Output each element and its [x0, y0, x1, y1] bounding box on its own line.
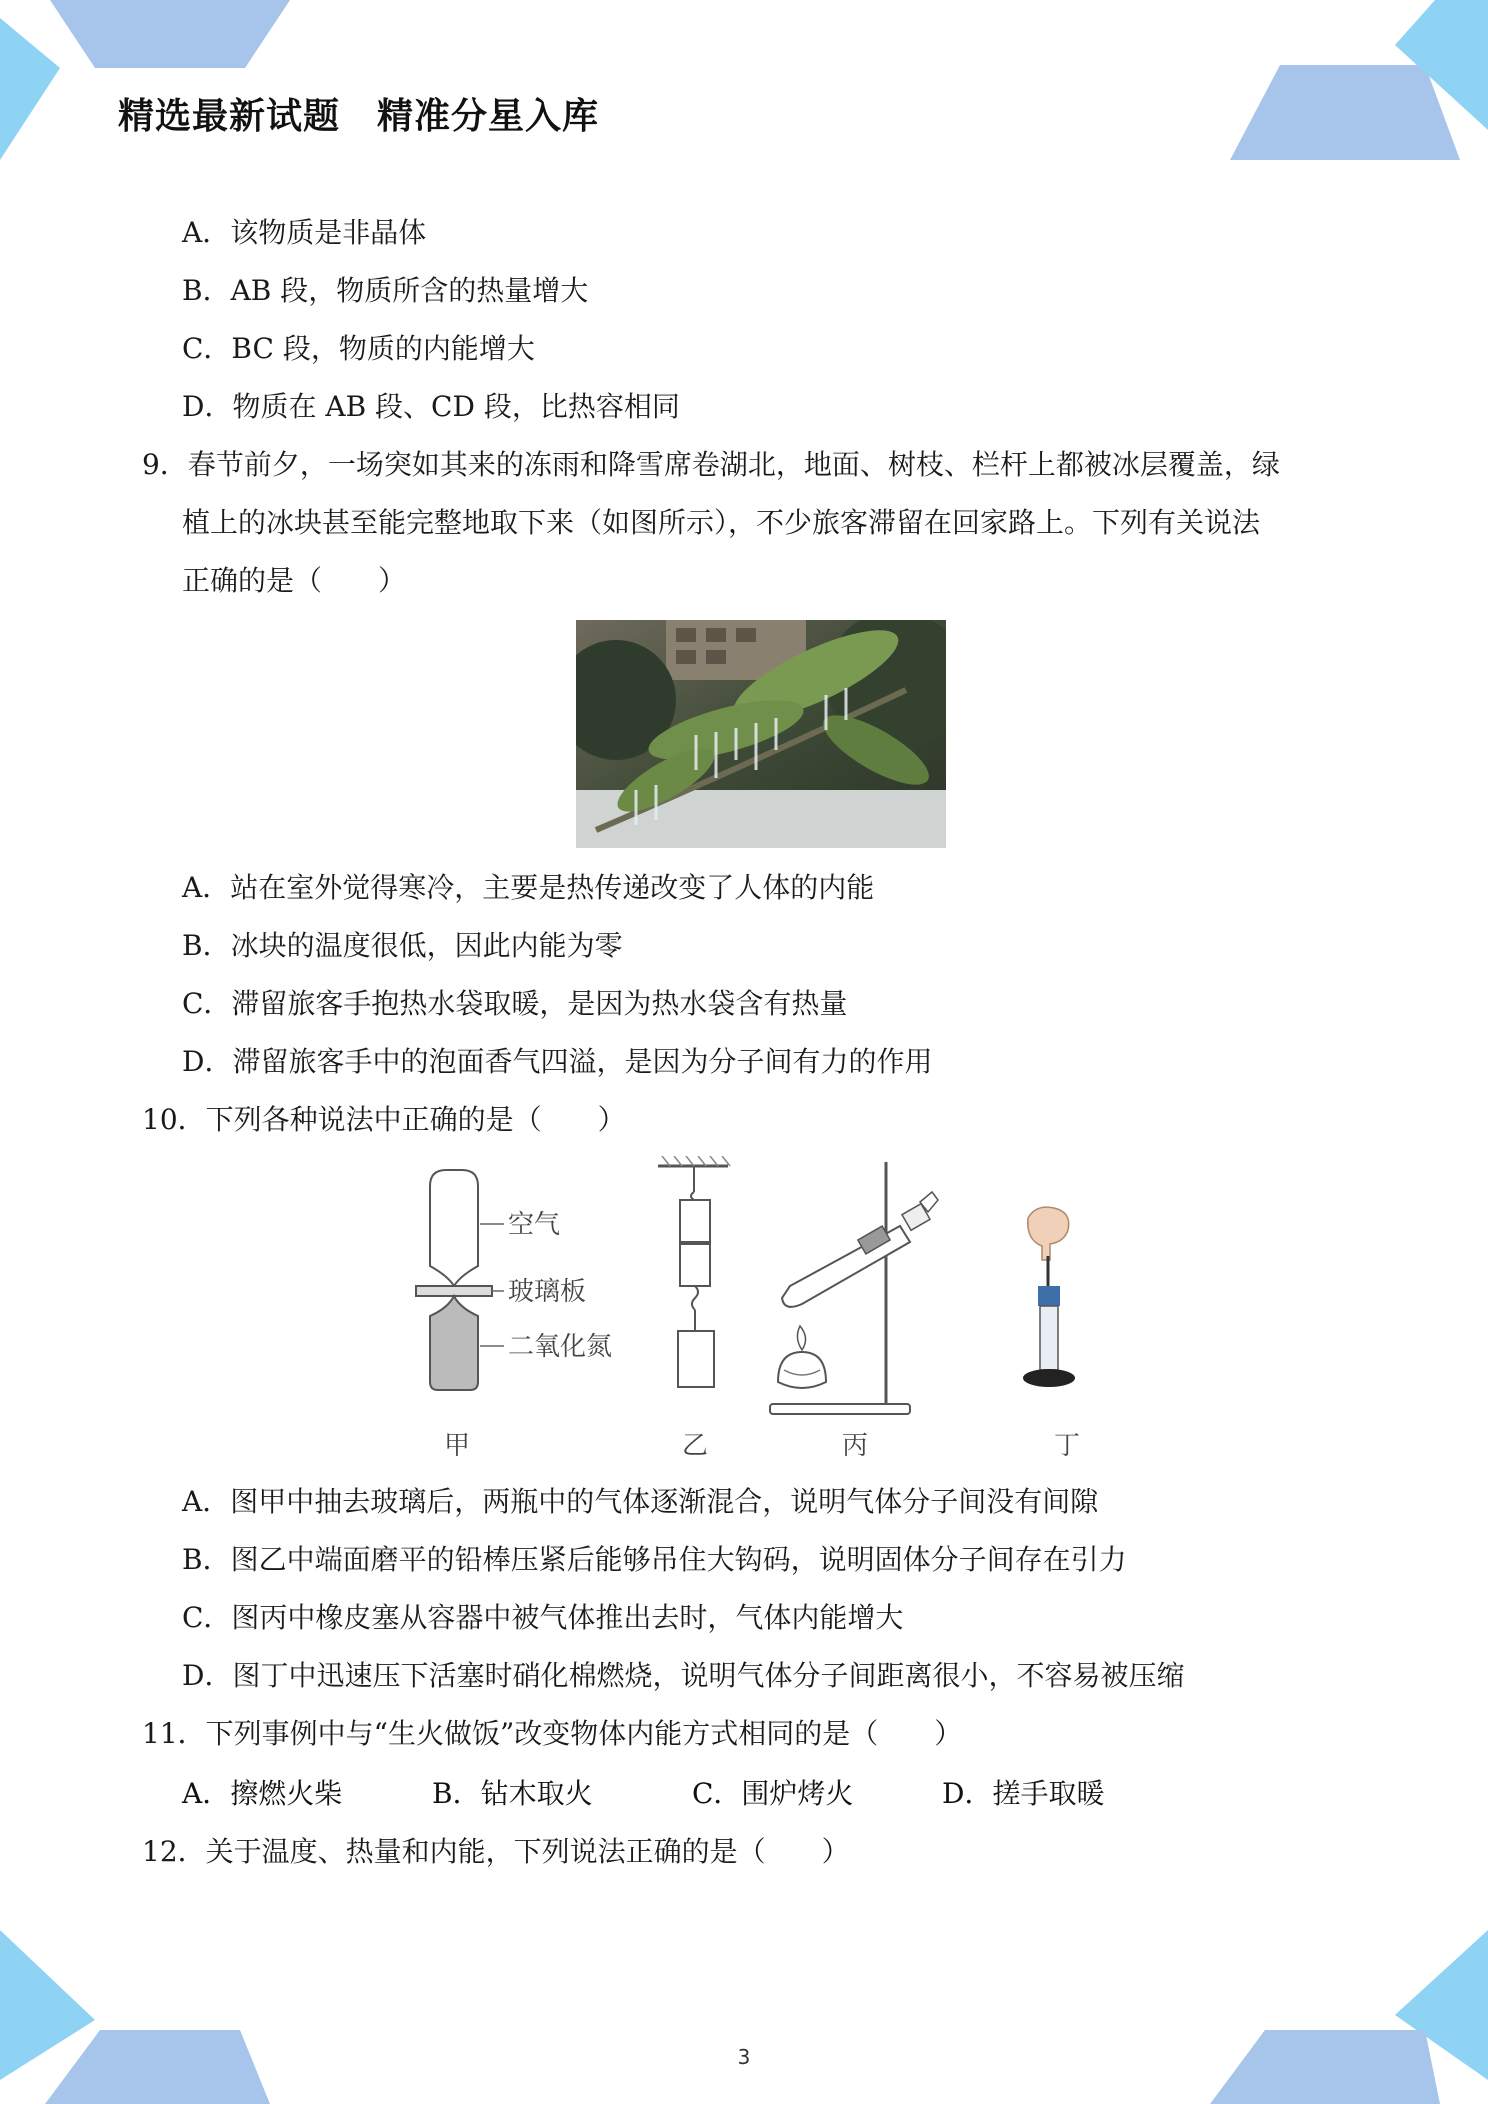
q8-option-b: B．AB 段，物质所含的热量增大 — [182, 274, 589, 307]
caption-ding: 丁 — [1054, 1431, 1081, 1461]
q9-stem-line3: 正确的是（ ） — [182, 564, 407, 597]
q12-stem: 12．关于温度、热量和内能，下列说法正确的是（ ） — [142, 1835, 850, 1868]
q9-stem-line2: 植上的冰块甚至能完整地取下来（如图所示），不少旅客滞留在回家路上。下列有关说法 — [182, 506, 1261, 539]
q9-stem-line1: 9．春节前夕，一场突如其来的冻雨和降雪席卷湖北，地面、树枝、栏杆上都被冰层覆盖，绿 — [142, 448, 1280, 481]
caption-bing: 丙 — [842, 1431, 869, 1461]
caption-jia: 甲 — [444, 1431, 471, 1461]
bottom-left-decoration — [0, 1930, 320, 2104]
q9-option-d: D．滞留旅客手中的泡面香气四溢，是因为分子间有力的作用 — [182, 1045, 933, 1078]
q9-option-c: C．滞留旅客手抱热水袋取暖，是因为热水袋含有热量 — [182, 987, 848, 1020]
q10-stem: 10．下列各种说法中正确的是（ ） — [142, 1103, 626, 1136]
label-nitrogen-dioxide: 二氧化氮 — [508, 1332, 613, 1362]
q10-option-a: A．图甲中抽去玻璃后，两瓶中的气体逐渐混合，说明气体分子间没有间隙 — [182, 1485, 1099, 1518]
label-glass-plate: 玻璃板 — [508, 1277, 587, 1307]
q10-option-b: B．图乙中端面磨平的铅棒压紧后能够吊住大钩码，说明固体分子间存在引力 — [182, 1543, 1127, 1576]
label-air: 空气 — [508, 1210, 561, 1240]
q11-option-c: C．围炉烤火 — [692, 1777, 854, 1810]
bottle-experiment — [416, 1170, 612, 1390]
q10-option-c: C．图丙中橡皮塞从容器中被气体推出去时，气体内能增大 — [182, 1601, 904, 1634]
frozen-plant-photo — [576, 620, 946, 848]
q8-option-a: A．该物质是非晶体 — [182, 216, 427, 249]
q10-experiment-figure — [400, 1156, 1120, 1466]
q9-option-b: B．冰块的温度很低，因此内能为零 — [182, 929, 623, 962]
q11-stem: 11．下列事例中与“生火做饭”改变物体内能方式相同的是（ ） — [142, 1717, 963, 1750]
q11-option-a: A．擦燃火柴 — [182, 1777, 343, 1810]
page-number: 3 — [737, 2045, 751, 2069]
q8-option-c: C．BC 段，物质的内能增大 — [182, 332, 535, 365]
caption-yi: 乙 — [682, 1431, 709, 1461]
piston-experiment — [1023, 1207, 1075, 1387]
header-title: 精选最新试题 精准分星入库 — [118, 96, 600, 137]
q10-option-d: D．图丁中迅速压下活塞时硝化棉燃烧，说明气体分子间距离很小，不容易被压缩 — [182, 1659, 1185, 1692]
q8-option-d: D．物质在 AB 段、CD 段，比热容相同 — [182, 390, 680, 423]
top-left-decoration — [0, 0, 300, 170]
q11-option-d: D．搓手取暖 — [942, 1777, 1105, 1810]
q11-option-b: B．钻木取火 — [432, 1777, 593, 1810]
test-tube-experiment — [770, 1162, 938, 1414]
lead-rod-experiment — [658, 1156, 730, 1387]
bottom-right-decoration — [1170, 1930, 1488, 2104]
q9-option-a: A．站在室外觉得寒冷，主要是热传递改变了人体的内能 — [182, 871, 875, 904]
top-right-decoration — [1170, 0, 1488, 170]
